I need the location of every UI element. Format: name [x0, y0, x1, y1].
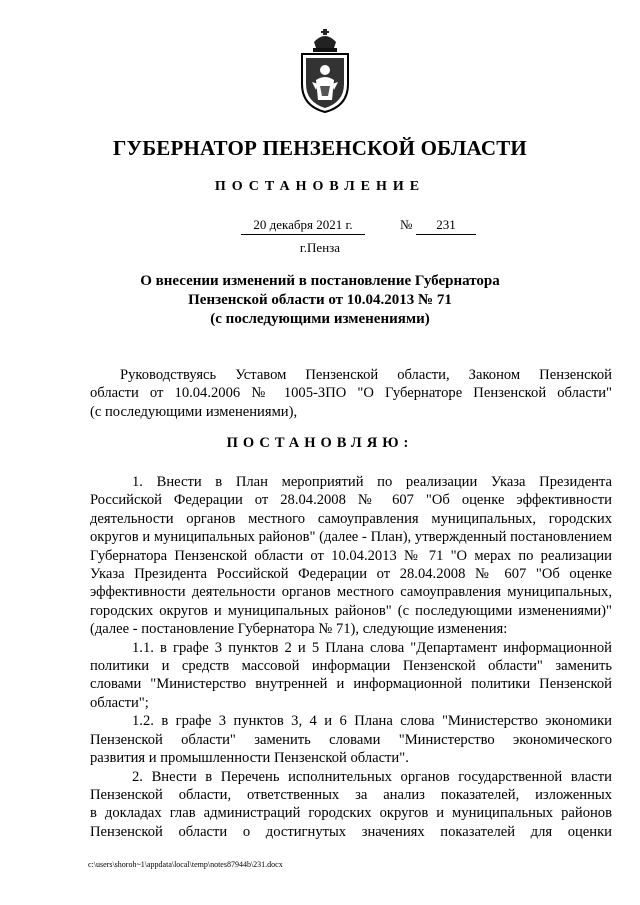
issuing-authority: ГУБЕРНАТОР ПЕНЗЕНСКОЙ ОБЛАСТИ [113, 136, 527, 160]
text-line: городских округов и муниципальных районов" (с последующими изменениями)" [90, 602, 612, 619]
subject-line: Пензенской области от 10.04.2013 № 71 [188, 292, 452, 308]
subject-line: (с последующими изменениями) [210, 311, 430, 327]
text-line: развития и промышленности Пензенской области". [90, 750, 409, 767]
decree-heading: ПОСТАНОВЛЯЮ: [226, 435, 414, 451]
number-sign: № [400, 217, 413, 232]
text-line: округов и муниципальных районов" (далее - План), утвержденный постановлением [90, 529, 612, 546]
text-line: 1.2. в графе 3 пунктов 3, 4 и 6 Плана слова "Министерство экономики [132, 713, 612, 730]
decree-body [90, 473, 612, 841]
coat-of-arms-emblem [294, 28, 356, 114]
document-subject [0, 272, 640, 329]
subject-line: О внесении изменений в постановление Губернатора [140, 273, 500, 289]
text-line: словами "Министерство внутренней и информационной политики Пензенской [90, 676, 612, 693]
text-line: политики и средств массовой информации Пензенской области" заменить [90, 658, 612, 675]
text-line: Губернатора Пензенской области от 10.04.2013 № 71 "О мерах по реализации [90, 547, 612, 564]
text-line: Руководствуясь Уставом Пензенской области, Законом Пензенской [120, 367, 612, 383]
text-line: 2. Внести в Перечень исполнительных органов государственной власти [132, 768, 612, 785]
text-line: эффективности деятельности органов местного самоуправления муниципальных, [90, 584, 612, 601]
text-line: деятельности органов местного самоуправления муниципальных, городских [90, 510, 612, 527]
text-line: Российской Федерации от 28.04.2008 № 607 "Об оценке эффективности [90, 492, 612, 509]
text-line: (с последующими изменениями), [90, 403, 298, 420]
text-line: области"; [90, 694, 149, 711]
document-date: 20 декабря 2021 г. [241, 217, 365, 235]
text-line: 1. Внести в План мероприятий по реализации Указа Президента [132, 474, 612, 490]
text-line: 1.1. в графе 3 пунктов 2 и 5 Плана слова "Департамент информационной [132, 639, 612, 656]
text-line: области от 10.04.2006 № 1005-ЗПО "О Губернаторе Пензенской области" [90, 385, 612, 402]
text-line: (далее - постановление Губернатора № 71), следующие изменения: [90, 621, 508, 638]
text-line: Указа Президента Российской Федерации от 28.04.2008 № 607 "Об оценке [90, 566, 612, 583]
text-line: Пензенской области, ответственных за анализ показателей, изложенных [90, 786, 612, 803]
text-line: Пензенской области" заменить словами "Министерство экономического [90, 731, 612, 748]
text-line: Пензенской области о достигнутых значениях показателей для оценки [90, 823, 612, 840]
city: г.Пенза [299, 240, 341, 255]
preamble-paragraph [90, 366, 612, 421]
text-line: в докладах глав администраций городских округов и муниципальных районов [90, 805, 612, 822]
document-number: 231 [416, 217, 476, 235]
file-path-footer: c:\users\shoroh~1\appdata\local\temp\notes87944b\231.docx [88, 860, 283, 869]
document-type: ПОСТАНОВЛЕНИЕ [214, 179, 426, 194]
